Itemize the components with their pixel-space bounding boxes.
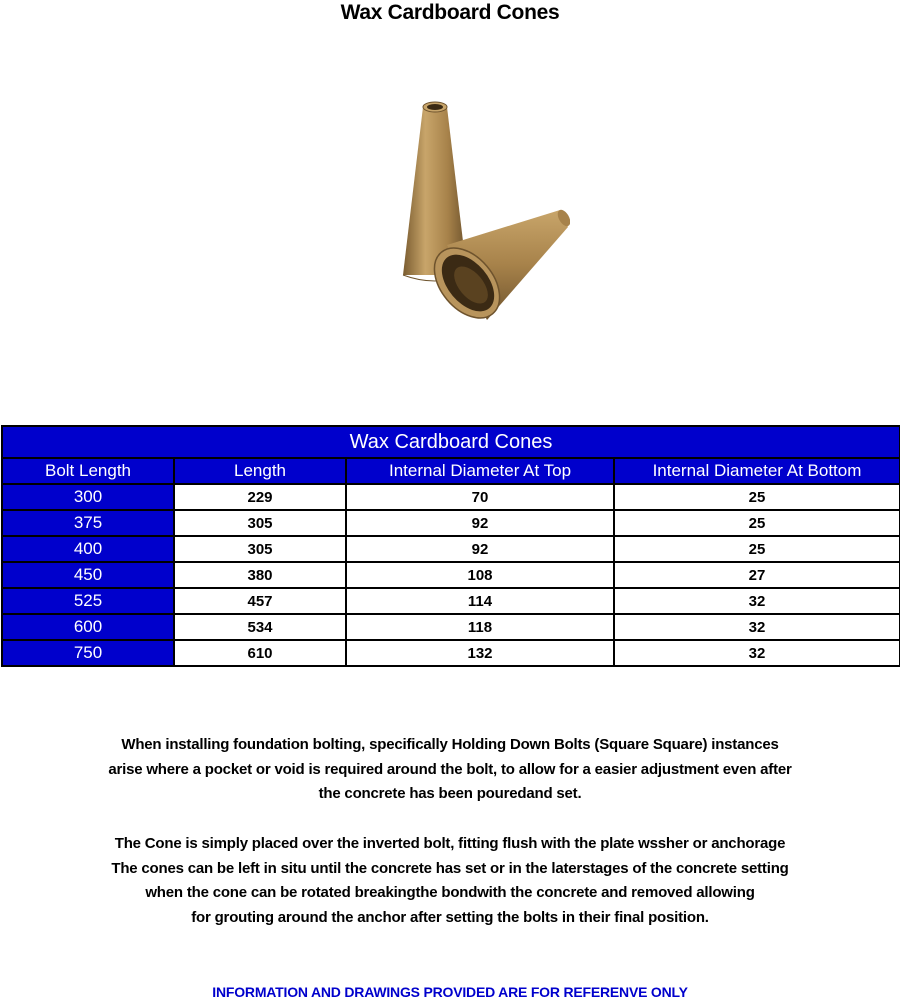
table-title-row bbox=[2, 426, 900, 458]
bolt-length-cell: 600 bbox=[2, 614, 174, 640]
diameter-bottom-cell: 25 bbox=[614, 484, 900, 510]
diameter-bottom-cell: 32 bbox=[614, 640, 900, 666]
diameter-bottom-cell: 25 bbox=[614, 536, 900, 562]
header-internal-diameter-top: Internal Diameter At Top bbox=[346, 458, 614, 484]
description-line: The cones can be left in situ until the concrete has set or in the laterstages of the concrete setting bbox=[111, 859, 789, 877]
length-cell: 534 bbox=[174, 614, 346, 640]
bolt-length-cell: 300 bbox=[2, 484, 174, 510]
length-cell: 380 bbox=[174, 562, 346, 588]
diameter-top-cell: 118 bbox=[346, 614, 614, 640]
table-row bbox=[2, 484, 900, 510]
table-header-row bbox=[2, 458, 900, 484]
length-cell: 229 bbox=[174, 484, 346, 510]
diameter-top-cell: 92 bbox=[346, 510, 614, 536]
bolt-length-cell: 375 bbox=[2, 510, 174, 536]
description-line: arise where a pocket or void is required around the bolt, to allow for a easier adjustment even after bbox=[108, 760, 792, 778]
table-row bbox=[2, 588, 900, 614]
diameter-bottom-cell: 32 bbox=[614, 588, 900, 614]
diameter-top-cell: 114 bbox=[346, 588, 614, 614]
page-title: Wax Cardboard Cones bbox=[340, 1, 560, 24]
table-row bbox=[2, 640, 900, 666]
diameter-bottom-cell: 32 bbox=[614, 614, 900, 640]
description-line: for grouting around the anchor after setting the bolts in their final position. bbox=[191, 908, 709, 926]
description-line: When installing foundation bolting, specifically Holding Down Bolts (Square Square) instances bbox=[121, 736, 779, 753]
length-cell: 457 bbox=[174, 588, 346, 614]
table-title: Wax Cardboard Cones bbox=[2, 426, 900, 458]
diameter-bottom-cell: 27 bbox=[614, 562, 900, 588]
bolt-length-cell: 750 bbox=[2, 640, 174, 666]
table-row bbox=[2, 562, 900, 588]
table-row bbox=[2, 510, 900, 536]
bolt-length-cell: 450 bbox=[2, 562, 174, 588]
header-length: Length bbox=[174, 458, 346, 484]
description-line: The Cone is simply placed over the inverted bolt, fitting flush with the plate wssher or anchorage bbox=[114, 835, 786, 852]
reference-disclaimer: INFORMATION AND DRAWINGS PROVIDED ARE FOR REFERENVE ONLY bbox=[212, 984, 688, 1000]
table-row bbox=[2, 614, 900, 640]
diameter-bottom-cell: 25 bbox=[614, 510, 900, 536]
diameter-top-cell: 132 bbox=[346, 640, 614, 666]
cardboard-cones-image bbox=[355, 95, 570, 330]
length-cell: 610 bbox=[174, 640, 346, 666]
bolt-length-cell: 525 bbox=[2, 588, 174, 614]
header-bolt-length: Bolt Length bbox=[2, 458, 174, 484]
length-cell: 305 bbox=[174, 536, 346, 562]
diameter-top-cell: 70 bbox=[346, 484, 614, 510]
bolt-length-cell: 400 bbox=[2, 536, 174, 562]
header-internal-diameter-bottom: Internal Diameter At Bottom bbox=[614, 458, 900, 484]
description-line: when the cone can be rotated breakingthe bondwith the concrete and removed allowing bbox=[145, 884, 755, 901]
table-row bbox=[2, 536, 900, 562]
description-line: the concrete has been pouredand set. bbox=[318, 785, 582, 802]
diameter-top-cell: 108 bbox=[346, 562, 614, 588]
diameter-top-cell: 92 bbox=[346, 536, 614, 562]
description-paragraph-2 bbox=[0, 832, 900, 930]
length-cell: 305 bbox=[174, 510, 346, 536]
description-paragraph-1 bbox=[0, 733, 900, 807]
cone-spec-table bbox=[1, 425, 900, 667]
